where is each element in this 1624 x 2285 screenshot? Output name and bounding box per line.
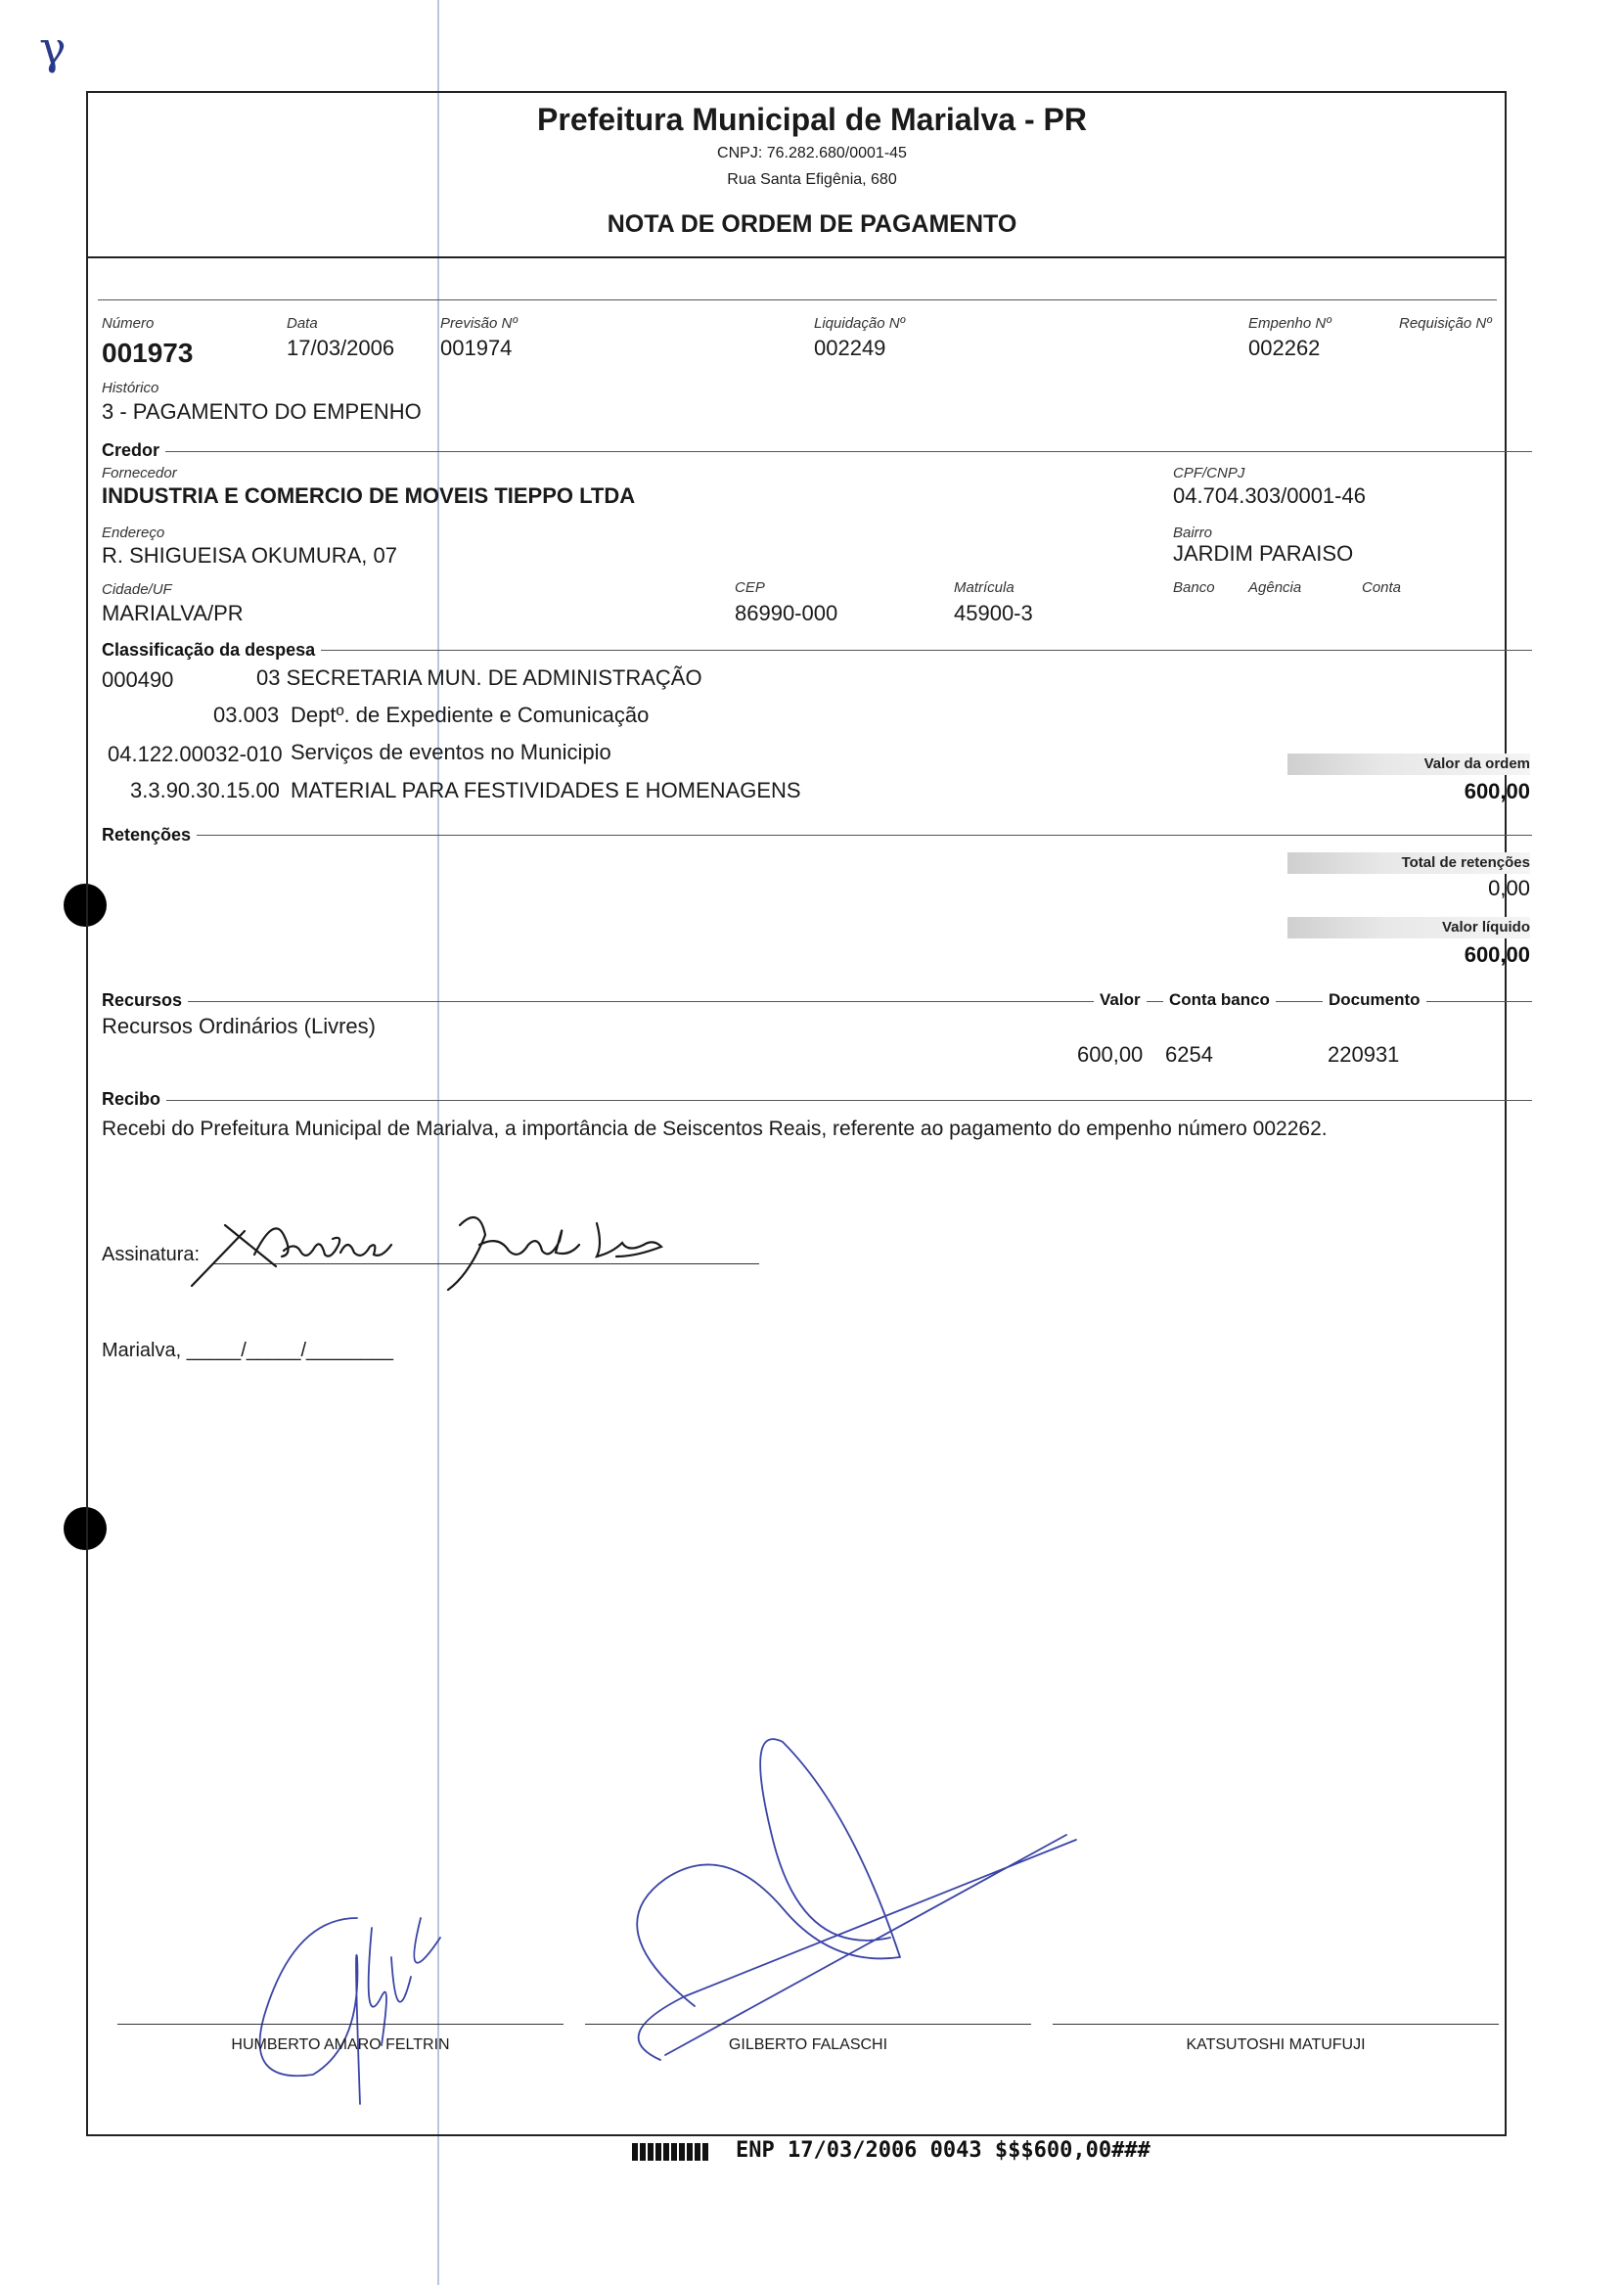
recibo-rule — [102, 1100, 1532, 1101]
historico-label: Histórico — [102, 380, 159, 396]
previsao-value: 001974 — [440, 336, 513, 360]
signatory-3: KATSUTOSHI MATUFUJI — [1186, 2036, 1366, 2053]
cep-label: CEP — [735, 579, 765, 596]
signature-humberto — [235, 1898, 479, 2143]
valor-liquido-label: Valor líquido — [1441, 919, 1530, 936]
fornecedor-value: INDUSTRIA E COMERCIO DE MOVEIS TIEPPO LTDA — [102, 483, 636, 508]
classificacao-elemento-code: 3.3.90.30.15.00 — [130, 778, 280, 802]
liquidacao-label: Liquidação Nº — [814, 315, 906, 332]
signature-line-2 — [585, 2024, 1031, 2025]
assinatura-label: Assinatura: — [102, 1244, 201, 1265]
classificacao-orgao: 03 SECRETARIA MUN. DE ADMINISTRAÇÃO — [256, 665, 702, 690]
fornecedor-label: Fornecedor — [102, 465, 177, 481]
historico-value: 3 - PAGAMENTO DO EMPENHO — [102, 399, 422, 424]
recursos-fonte: Recursos Ordinários (Livres) — [102, 1014, 376, 1038]
total-retencoes-label: Total de retenções — [1401, 854, 1530, 871]
signature-line-3 — [1053, 2024, 1499, 2025]
classificacao-elemento: MATERIAL PARA FESTIVIDADES E HOMENAGENS — [291, 778, 801, 802]
data-label: Data — [287, 315, 318, 332]
cep-value: 86990-000 — [735, 601, 838, 625]
document-title: NOTA DE ORDEM DE PAGAMENTO — [607, 210, 1017, 238]
banco-label: Banco — [1173, 579, 1215, 596]
agencia-label: Agência — [1248, 579, 1302, 596]
classificacao-code: 000490 — [102, 667, 174, 692]
retencoes-rule — [102, 835, 1532, 836]
cpf-label: CPF/CNPJ — [1173, 465, 1245, 481]
classificacao-funcional-code: 04.122.00032-010 — [108, 742, 283, 766]
classificacao-section-title: Classificação da despesa — [102, 640, 321, 661]
recursos-documento: 220931 — [1328, 1042, 1400, 1067]
stamp-text: ENP 17/03/2006 0043 $$$600,00### — [736, 2138, 1150, 2163]
municipality-title: Prefeitura Municipal de Marialva - PR — [537, 102, 1087, 137]
conta-label: Conta — [1362, 579, 1402, 596]
empenho-value: 002262 — [1248, 336, 1321, 360]
bairro-value: JARDIM PARAISO — [1173, 541, 1354, 566]
valor-liquido-value: 600,00 — [1464, 942, 1530, 967]
local-data: Marialva, _____/_____/________ — [102, 1340, 394, 1361]
empenho-label: Empenho Nº — [1248, 315, 1331, 332]
credor-rule — [102, 451, 1532, 452]
data-value: 17/03/2006 — [287, 336, 395, 360]
endereco-label: Endereço — [102, 525, 165, 541]
recursos-valor-label: Valor — [1094, 990, 1147, 1010]
numero-value: 001973 — [102, 338, 194, 368]
total-retencoes-value: 0,00 — [1488, 876, 1530, 900]
recibo-section-title: Recibo — [102, 1089, 166, 1110]
recursos-documento-label: Documento — [1323, 990, 1426, 1010]
cidade-value: MARIALVA/PR — [102, 601, 244, 625]
signature-line-1 — [117, 2024, 564, 2025]
retencoes-section-title: Retenções — [102, 825, 197, 845]
recibo-text: Recebi do Prefeitura Municipal de Marialva, a importância de Seiscentos Reais, referente ao pagamento do empenho número 002262. — [102, 1118, 1328, 1140]
classificacao-unidade: Deptº. de Expediente e Comunicação — [291, 703, 650, 727]
previsao-label: Previsão Nº — [440, 315, 518, 332]
bairro-label: Bairro — [1173, 525, 1213, 541]
requisicao-label: Requisição Nº — [1399, 315, 1492, 332]
cpf-value: 04.704.303/0001-46 — [1173, 483, 1366, 508]
cidade-label: Cidade/UF — [102, 581, 172, 598]
classificacao-unidade-code: 03.003 — [213, 703, 280, 727]
recursos-rule — [102, 1001, 1532, 1002]
stamp-logo-icon — [632, 2143, 708, 2161]
recursos-valor: 600,00 — [1077, 1042, 1144, 1067]
credor-section-title: Credor — [102, 440, 165, 461]
recursos-conta-banco: 6254 — [1165, 1042, 1213, 1067]
recipient-signature — [186, 1196, 734, 1303]
valor-ordem-label: Valor da ordem — [1423, 755, 1530, 772]
matricula-value: 45900-3 — [954, 601, 1033, 625]
municipality-cnpj: CNPJ: 76.282.680/0001-45 — [717, 145, 907, 161]
header-divider — [86, 256, 1507, 258]
recursos-section-title: Recursos — [102, 990, 188, 1011]
endereco-value: R. SHIGUEISA OKUMURA, 07 — [102, 543, 397, 568]
signatory-1: HUMBERTO AMARO FELTRIN — [231, 2036, 450, 2053]
municipality-address: Rua Santa Efigênia, 680 — [727, 171, 897, 188]
corner-mark: γ — [39, 22, 67, 74]
header-divider-2 — [98, 299, 1497, 300]
liquidacao-value: 002249 — [814, 336, 886, 360]
numero-label: Número — [102, 315, 155, 332]
recursos-conta-banco-label: Conta banco — [1163, 990, 1276, 1010]
valor-ordem-value: 600,00 — [1464, 779, 1530, 803]
classificacao-funcional: Serviços de eventos no Municipio — [291, 740, 611, 764]
matricula-label: Matrícula — [954, 579, 1015, 596]
signatory-2: GILBERTO FALASCHI — [728, 2036, 888, 2053]
